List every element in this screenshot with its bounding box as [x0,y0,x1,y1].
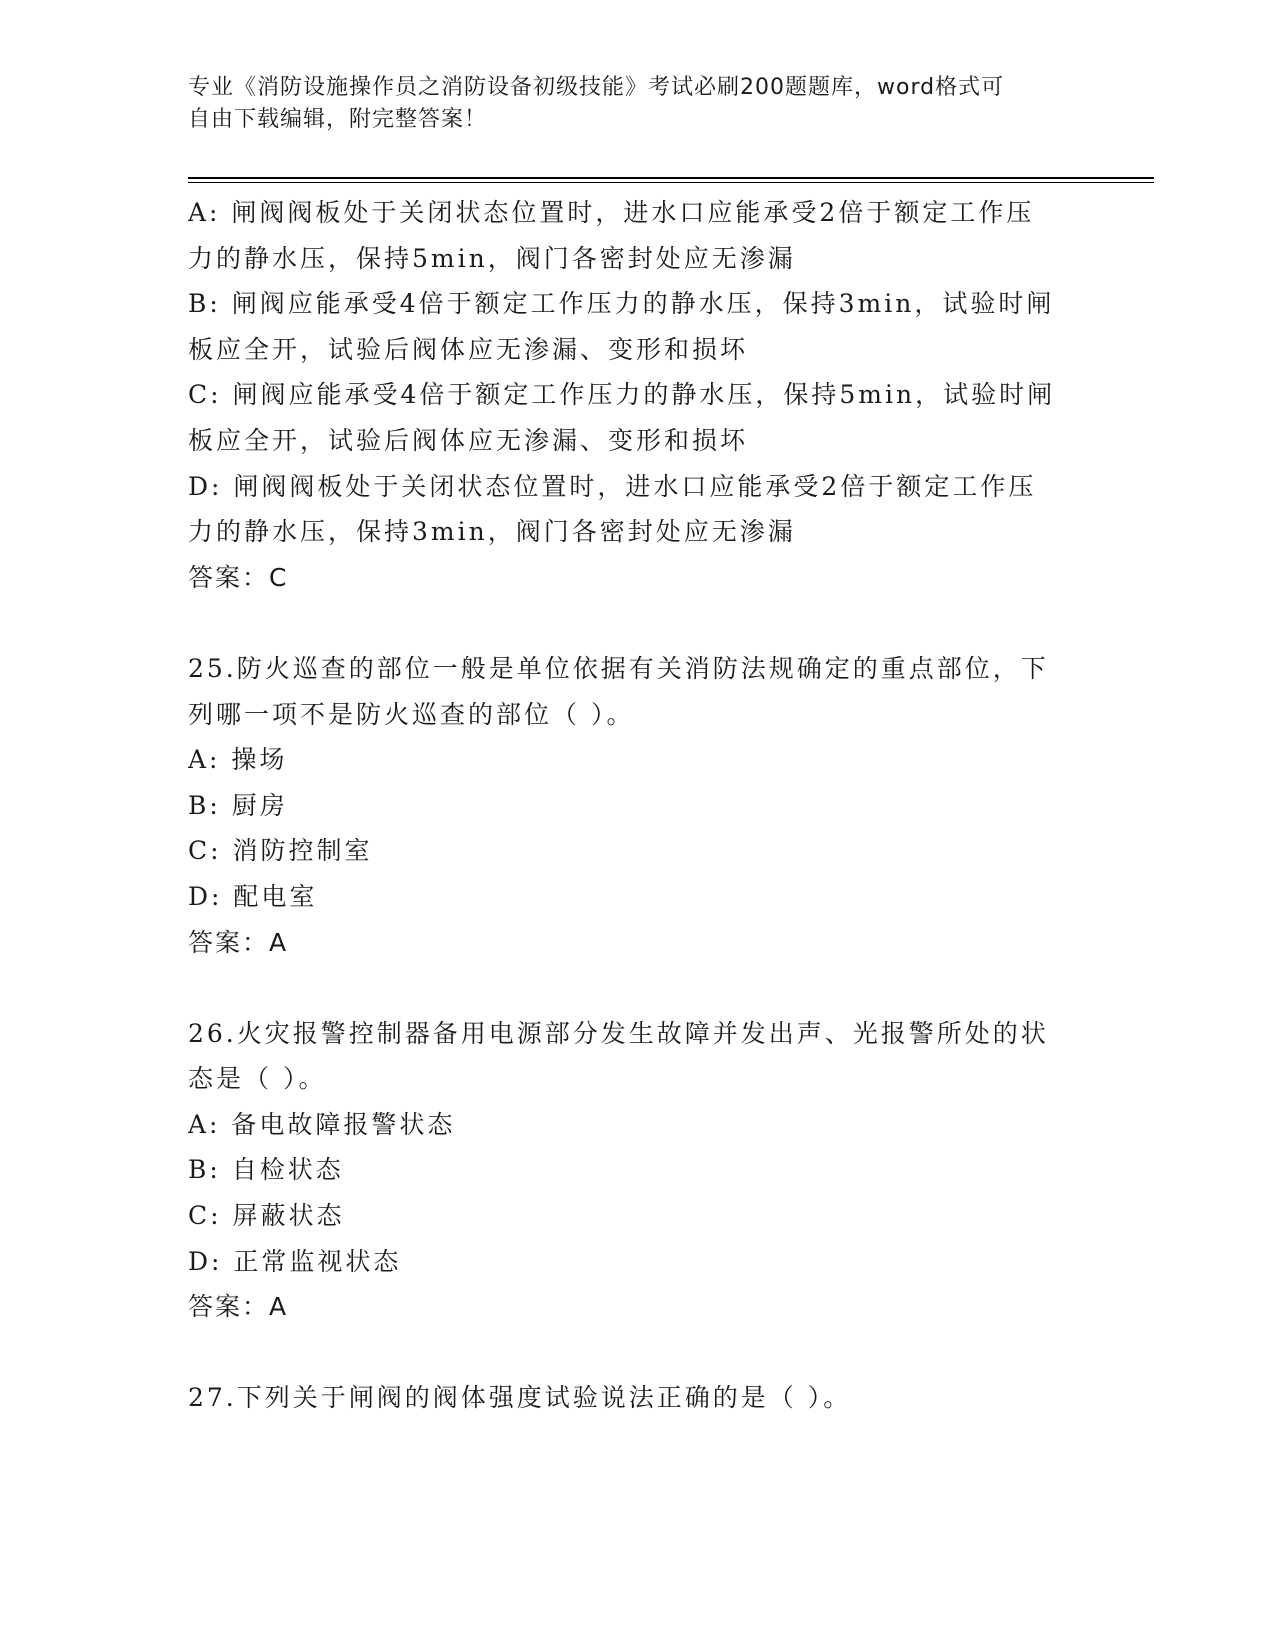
answer-label: 答案：A [188,927,289,957]
option-a: A: 备电故障报警状态 [188,1109,456,1139]
option-b-line-1: B: 闸阀应能承受4倍于额定工作压力的静水压，保持3min，试验时闸 [188,289,1055,319]
question-24-options [188,190,1088,600]
question-stem-line-2: 列哪一项不是防火巡查的部位（ ）。 [188,699,635,729]
option-c: C: 消防控制室 [188,836,373,866]
option-b: B: 厨房 [188,790,288,820]
option-b-line-2: 板应全开，试验后阀体应无渗漏、变形和损坏 [188,334,749,364]
question-stem-line-1: 27.下列关于闸阀的阀体强度试验说法正确的是（ ）。 [188,1383,852,1413]
header-title-line-2: 自由下载编辑，附完整答案！ [188,107,488,132]
answer-label: 答案：A [188,1292,289,1322]
option-a-line-2: 力的静水压，保持5min，阀门各密封处应无渗漏 [188,243,796,273]
document-header [188,72,1068,136]
option-d: D: 正常监视状态 [188,1246,402,1276]
header-divider-thick [188,177,1154,179]
option-c: C: 屏蔽状态 [188,1201,345,1231]
question-stem-line-1: 26.火灾报警控制器备用电源部分发生故障并发出声、光报警所处的状 [188,1018,1049,1048]
header-divider-thin [188,182,1154,183]
answer-label: 答案：C [188,562,289,592]
option-a: A: 操场 [188,745,288,775]
option-d: D: 配电室 [188,881,318,911]
option-c-line-2: 板应全开，试验后阀体应无渗漏、变形和损坏 [188,425,749,455]
option-d-line-1: D: 闸阀阀板处于关闭状态位置时，进水口应能承受2倍于额定工作压 [188,471,1037,501]
option-b: B: 自检状态 [188,1155,344,1185]
question-spacer [188,600,1088,646]
question-stem-line-1: 25.防火巡查的部位一般是单位依据有关消防法规确定的重点部位，下 [188,653,1049,683]
question-list [188,190,1088,1421]
option-c-line-1: C: 闸阀应能承受4倍于额定工作压力的静水压，保持5min，试验时闸 [188,380,1056,410]
question-25 [188,646,1088,965]
question-26 [188,1011,1088,1330]
option-a-line-1: A: 闸阀阀板处于关闭状态位置时，进水口应能承受2倍于额定工作压 [188,198,1035,227]
question-spacer [188,965,1088,1011]
question-spacer [188,1330,1088,1376]
question-27 [188,1375,1088,1421]
question-stem-line-2: 态是（ ）。 [188,1064,327,1094]
option-d-line-2: 力的静水压，保持3min，阀门各密封处应无渗漏 [188,517,796,547]
header-title-line-1: 专业《消防设施操作员之消防设备初级技能》考试必刷200题题库，word格式可 [188,75,1005,100]
